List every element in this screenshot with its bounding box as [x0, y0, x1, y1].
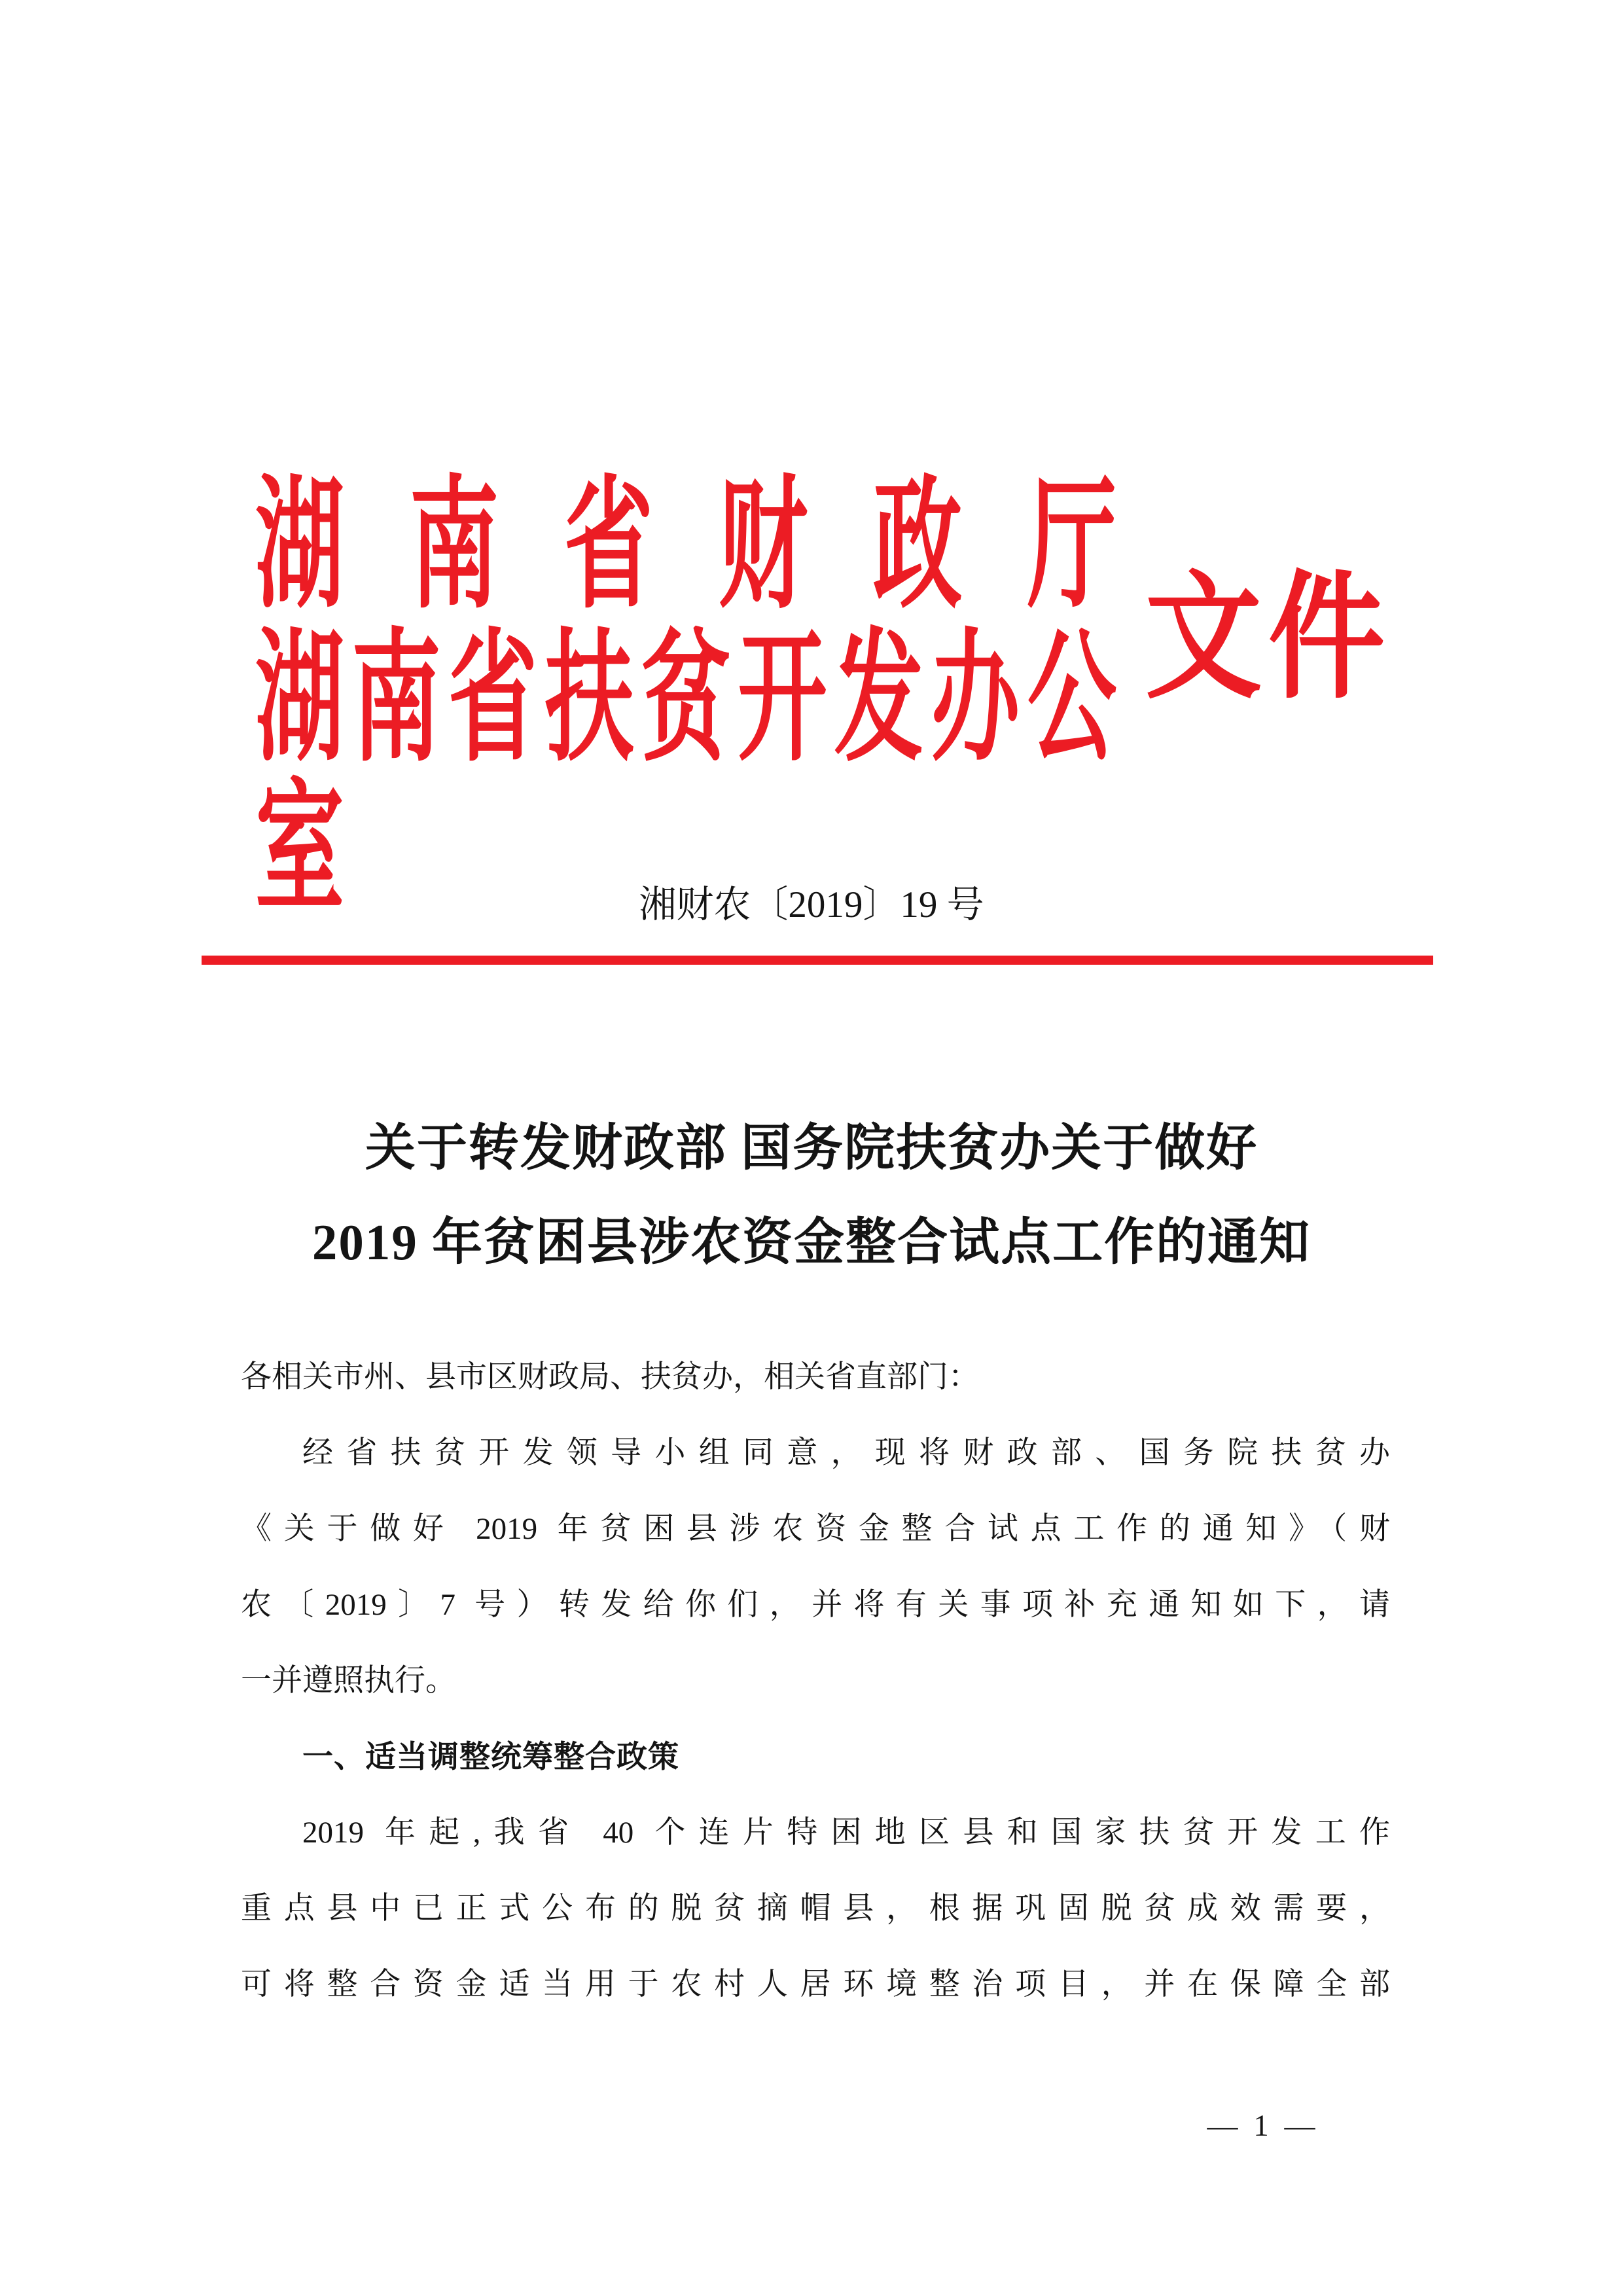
document-body: [241, 1339, 1390, 2022]
document-title-line1: 关于转发财政部 国务院扶贫办关于做好: [365, 1120, 1258, 1176]
body-line-6: 2019 年起,我省 40 个连片特困地区县和国家扶贫开发工作: [302, 1816, 1390, 1850]
document-number: 湘财农〔2019〕19 号: [639, 884, 984, 925]
page-number: — 1 —: [1207, 2109, 1319, 2143]
document-title: [0, 1101, 1623, 1289]
body-line-4: 一并遵照执行。: [241, 1664, 456, 1698]
section-heading-1: 一、适当调整统筹整合政策: [302, 1739, 679, 1774]
body-line-8: 可将整合资金适当用于农村人居环境整治项目，并在保障全部: [241, 1967, 1390, 2001]
agency-name-line2: 湖南省扶贫开发办公室: [255, 621, 1116, 929]
body-line-2: 《关于做好 2019 年贫困县涉农资金整合试点工作的通知》（财: [241, 1512, 1390, 1546]
body-line-1: 经省扶贫开发领导小组同意，现将财政部、国务院扶贫办: [302, 1436, 1390, 1470]
document-title-line2: 2019 年贫困县涉农资金整合试点工作的通知: [312, 1214, 1311, 1270]
red-divider-line: [202, 956, 1433, 965]
body-line-7: 重点县中已正式公布的脱贫摘帽县，根据巩固脱贫成效需要，: [241, 1892, 1390, 1926]
document-type-label: 文件: [1145, 562, 1385, 715]
body-line-3: 农〔2019〕7 号）转发给你们，并将有关事项补充通知如下，请: [241, 1588, 1390, 1622]
agency-name-line1: 湖 南 省 财 政 厅: [255, 468, 1116, 626]
salutation-line: 各相关市州、县市区财政局、扶贫办，相关省直部门：: [241, 1360, 979, 1394]
